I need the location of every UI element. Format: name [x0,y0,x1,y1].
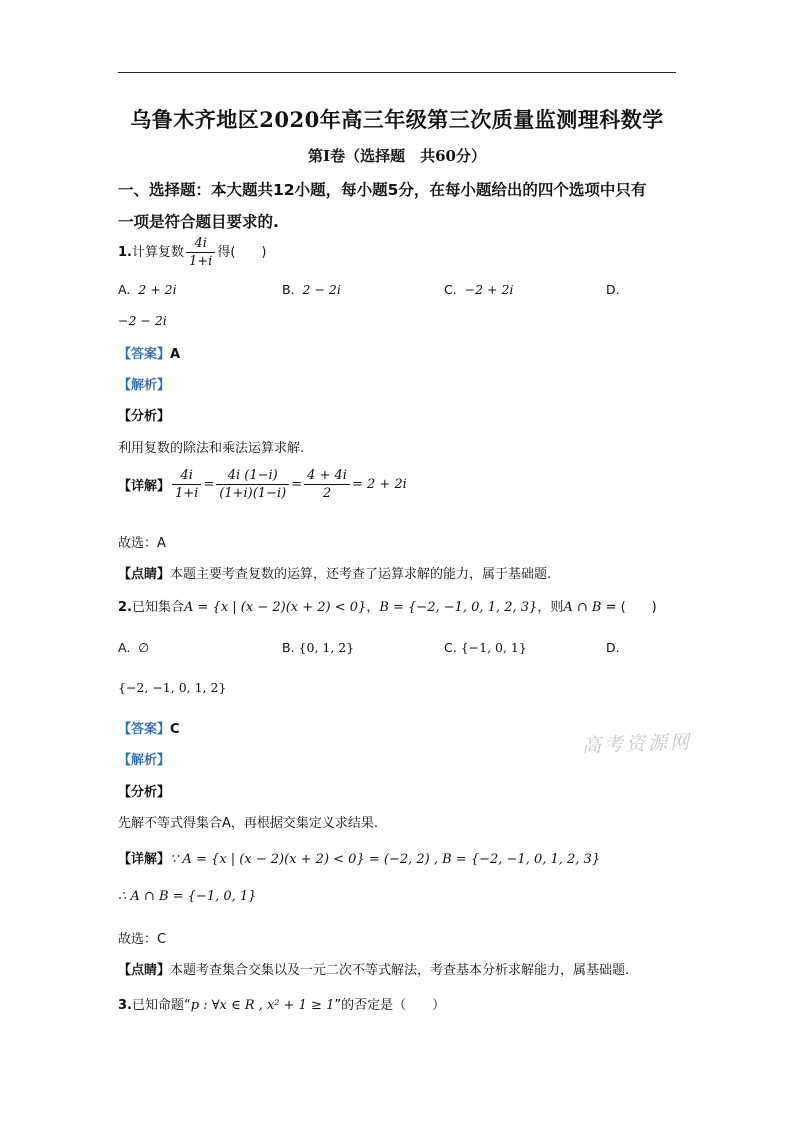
q2-set-b: B = {−2, −1, 0, 1, 2, 3} [379,600,538,615]
q3-stem-tail: ”的否定是（ ） [334,998,446,1013]
option-value: {0, 1, 2} [298,640,355,655]
question-3-stem [118,994,445,1013]
detail-math: ∵ A = {x | (x − 2)(x + 2) < 0} = (−2, 2) , B = {−2, −1, 0, 1, 2, 3} [170,852,601,867]
frac-den: (1+i)(1−i) [219,486,287,501]
fenxi-label: 【分析】 [118,785,171,800]
detail-label: 【详解】 [118,852,171,867]
q1-stem-text: 计算复数 [131,245,184,260]
q1-option-d [606,282,620,297]
answer-label: 【答案】 [118,722,171,737]
page-title: 乌鲁木齐地区2020年高三年级第三次质量监测理科数学 [130,107,664,132]
option-label: B. [282,640,295,655]
q2-analysis-label [118,749,170,768]
frac-num: 4i [172,468,201,485]
q1-detail-frac1 [172,468,201,501]
q1-option-b [282,282,341,297]
q1-comment [118,563,551,582]
q1-analysis-label [118,374,170,393]
watermark-logo: 高考资源网 [581,731,693,757]
option-value: 2 + 2i [138,282,177,297]
comment-text: 本题考查集合交集以及一元二次不等式解法，考查基本分析求解能力，属基础题. [170,963,630,978]
detail-result: = 2 + 2i [351,477,407,492]
analysis-label: 【解析】 [118,378,171,393]
choose-value: A [157,536,166,551]
option-label: A. [118,282,131,297]
frac-num: 4i (1−i) [216,468,289,485]
q2-option-c [444,640,527,655]
q1-detail-frac2 [216,468,289,501]
question-number: 2. [118,600,132,615]
question-number: 3. [118,998,132,1013]
q2-answer [118,718,180,737]
question-number: 1. [118,245,132,260]
q1-option-c [444,282,513,297]
frac-den: 1+i [175,486,199,501]
choose-value: C [157,932,167,947]
q2-stem-text: 已知集合 [131,600,184,615]
q2-option-d [606,640,620,655]
q2-set-a: A = {x | (x − 2)(x + 2) < 0} [184,600,367,615]
option-label: B. [282,282,295,297]
question-1-stem [118,236,266,269]
q2-option-a [118,640,149,655]
q1-option-a [118,282,177,297]
choose-label: 故选： [118,932,158,947]
q2-comment [118,959,629,978]
option-label: D. [606,282,620,297]
section-heading-line2: 一项是符合题目要求的. [118,213,279,231]
comment-text: 本题主要考查复数的运算，还考查了运算求解的能力，属于基础题. [170,567,552,582]
q3-stem-text: 已知命题“ [131,998,191,1013]
comment-label: 【点睛】 [118,567,171,582]
q2-stem-post: ，则 [537,600,564,615]
answer-label: 【答案】 [118,347,171,362]
option-value: ∅ [138,640,150,655]
answer-value: C [170,722,180,737]
analysis-label: 【解析】 [118,753,171,768]
q2-expr: A ∩ B [563,600,602,615]
detail-label: 【详解】 [118,479,171,494]
q1-fenxi-text: 利用复数的除法和乘法运算求解. [118,441,305,456]
q2-sep: ， [366,600,380,615]
q1-fenxi-label [118,405,170,424]
q1-detail-frac3 [304,468,350,501]
q1-frac-num: 4i [186,236,215,253]
q1-choose [118,532,166,551]
frac-den: 2 [322,486,332,501]
q2-option-d-value: {−2, −1, 0, 1, 2} [118,680,227,695]
option-value: −2 + 2i [464,282,514,297]
equals-sign: = [291,477,303,492]
option-label: A. [118,640,131,655]
question-2-stem [118,596,657,615]
q1-detail [118,468,407,501]
q2-fenxi-label [118,781,170,800]
q1-stem-tail: 得( ) [217,245,267,260]
frac-num: 4 + 4i [304,468,350,485]
q3-stem-math: p : ∀x ∈ R , x² + 1 ≥ 1 [190,998,335,1013]
q1-fraction [186,236,215,269]
option-label: C. [444,282,457,297]
q1-frac-den: 1+i [189,254,213,269]
q2-fenxi-text: 先解不等式得集合A，再根据交集定义求结果. [118,816,379,831]
section-heading-line1: 一、选择题：本大题共12小题，每小题5分，在每小题给出的四个选项中只有 [118,181,647,199]
option-value: {−1, 0, 1} [460,640,527,655]
q1-answer [118,343,180,362]
q1-option-d-value: −2 − 2i [118,313,167,328]
comment-label: 【点睛】 [118,963,171,978]
fenxi-label: 【分析】 [118,409,171,424]
choose-label: 故选： [118,536,158,551]
q2-option-b [282,640,354,655]
page-subtitle: 第Ⅰ卷（选择题 共60分） [308,147,486,165]
equals-sign: = [203,477,215,492]
q2-stem-tail: = ( ) [601,600,657,615]
answer-value: A [170,347,181,362]
option-value: 2 − 2i [302,282,341,297]
q2-choose [118,928,166,947]
q2-detail-line1 [118,848,600,867]
option-label: C. [444,640,457,655]
header-rule [118,72,676,73]
option-label: D. [606,640,620,655]
q2-detail-line2: ∴ A ∩ B = {−1, 0, 1} [118,889,257,904]
